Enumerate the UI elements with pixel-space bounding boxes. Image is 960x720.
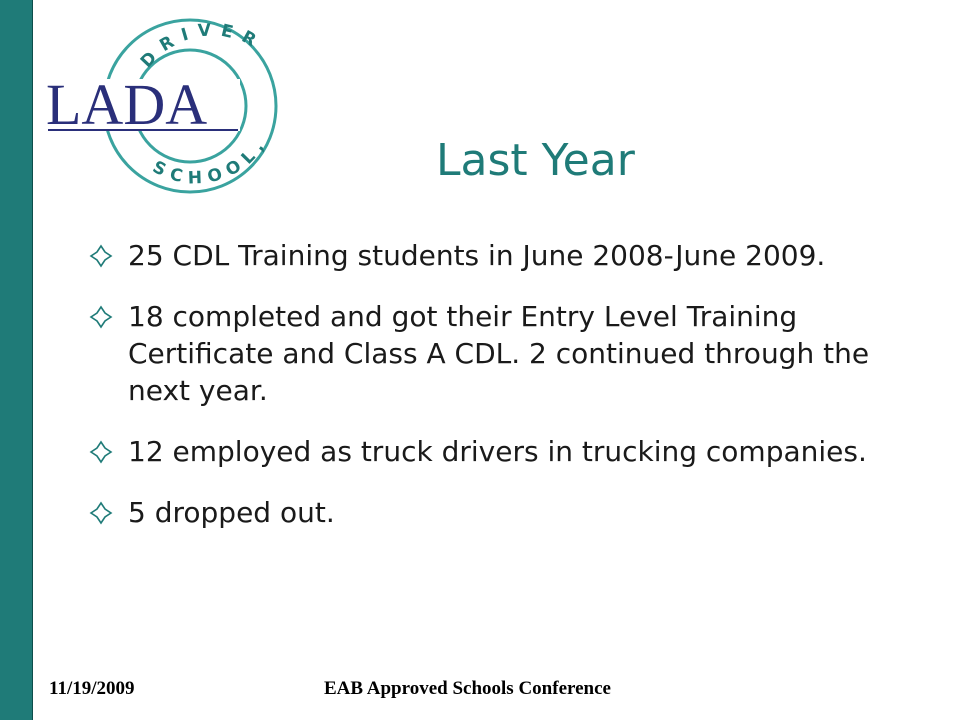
bullet-list <box>76 237 876 555</box>
bullet-marker-icon <box>89 440 113 464</box>
logo-top-arc-text: DRIVER <box>136 20 268 72</box>
bullet-text: 25 CDL Training students in June 2008-June 2009. <box>128 239 826 272</box>
bullet-marker-icon <box>89 244 113 268</box>
bullet-marker-icon <box>89 501 113 525</box>
bullet-item <box>76 494 876 531</box>
bullet-item <box>76 237 876 274</box>
bullet-text: 5 dropped out. <box>128 496 335 529</box>
bullet-item <box>76 298 876 409</box>
logo-main-text: LADA <box>46 72 208 137</box>
left-accent-bar <box>0 0 33 720</box>
bullet-item <box>76 433 876 470</box>
logo-bottom-arc-text: SCHOOL, <box>149 132 273 189</box>
bullet-marker-icon <box>89 305 113 329</box>
lada-logo <box>40 14 280 204</box>
bullet-text: 12 employed as truck drivers in trucking companies. <box>128 435 867 468</box>
footer-title: EAB Approved Schools Conference <box>324 678 611 699</box>
slide-title: Last Year <box>436 135 635 186</box>
footer-date: 11/19/2009 <box>49 678 135 699</box>
bullet-text: 18 completed and got their Entry Level Training Certificate and Class A CDL. 2 continued through the next year. <box>128 300 870 407</box>
